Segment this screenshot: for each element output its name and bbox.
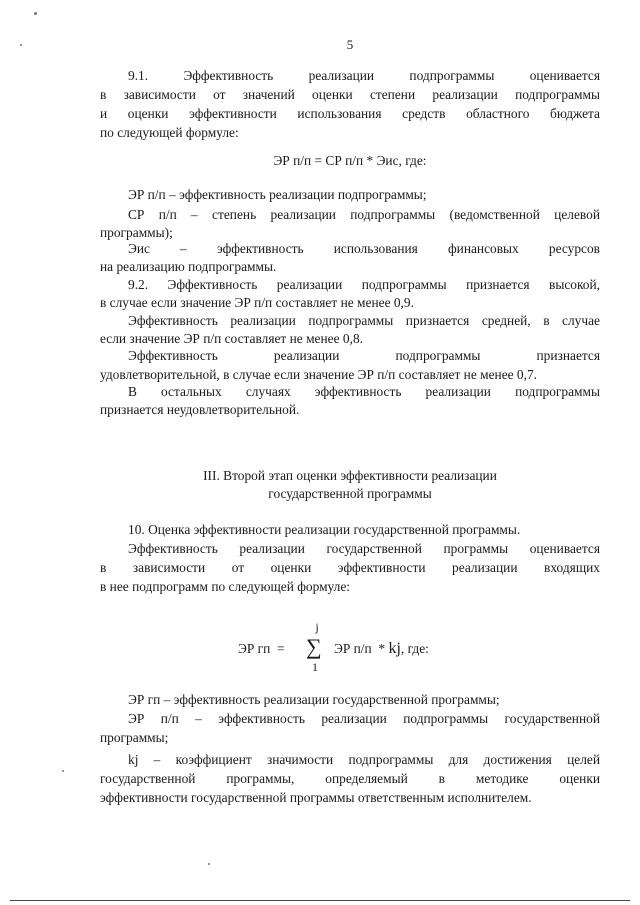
formula-er-pp: ЭР п/п = СР п/п * Эис, где: [273, 153, 427, 168]
scan-speck [34, 12, 37, 15]
paragraph-medium-line-2: если значение ЭР п/п составляет не менее 0,8. [100, 331, 363, 346]
paragraph-10b-line-1: Эффективность реализации государственной программы оценивается [128, 541, 600, 556]
definition-kj-line-1: kj – коэффициент значимости подпрограммы для достижения целей [128, 752, 600, 767]
formula-term: ЭР п/п * [334, 641, 386, 656]
formula-kj: kj [388, 640, 401, 657]
definition-er-pp-gp-line-2: программы; [100, 730, 169, 745]
page-number: 5 [346, 37, 354, 52]
definition-eis-line-1: Эис – эффективность использования финансовых ресурсов [128, 241, 600, 256]
paragraph-medium-line-1: Эффективность реализации подпрограммы признается средней, в случае [128, 313, 600, 328]
definition-er-pp: ЭР п/п – эффективность реализации подпрограммы; [128, 187, 427, 202]
definition-kj-line-3: эффективности государственной программы ответственным исполнителем. [100, 790, 532, 805]
formula-er-gp-right [334, 640, 429, 659]
definition-kj-line-2: государственной программы, определяемый в методике оценки [100, 771, 600, 786]
scan-speck [208, 863, 210, 865]
paragraph-9-2-line-2: в случае если значение ЭР п/п составляет не менее 0,9. [100, 295, 414, 310]
paragraph-10: 10. Оценка эффективности реализации государственной программы. [128, 522, 521, 537]
summation-lower-limit: 1 [312, 660, 318, 674]
paragraph-9-1-line-1: 9.1. Эффективность реализации подпрограммы оценивается [128, 68, 600, 83]
scan-speck [62, 770, 64, 772]
paragraph-10b-line-2: в зависимости от оценки эффективности реализации входящих [100, 560, 600, 575]
paragraph-satisfactory-line-1: Эффективность реализации подпрограммы признается [128, 348, 600, 363]
paragraph-satisfactory-line-2: удовлетворительной, в случае если значение ЭР п/п составляет не менее 0,7. [100, 367, 538, 382]
summation-symbol: ∑ [306, 634, 322, 659]
paragraph-other-line-2: признается неудовлетворительной. [100, 402, 300, 417]
page-bottom-edge [10, 900, 630, 901]
paragraph-9-1-line-2: в зависимости от значений оценки степени реализации подпрограммы [100, 87, 600, 102]
scan-speck [20, 44, 22, 46]
formula-er-gp-left: ЭР гп = [238, 641, 285, 656]
summation-upper-limit: j [315, 620, 319, 634]
section-heading-line-1: III. Второй этап оценки эффективности реализации [203, 468, 497, 483]
definition-eis-line-2: на реализацию подпрограммы. [100, 259, 277, 274]
paragraph-9-2-line-1: 9.2. Эффективность реализации подпрограммы признается высокой, [128, 277, 600, 292]
definition-er-pp-gp-line-1: ЭР п/п – эффективность реализации подпрограммы государственной [128, 711, 600, 726]
formula-tail: , где: [400, 641, 429, 656]
definition-er-gp: ЭР гп – эффективность реализации государственной программы; [128, 692, 500, 707]
formula-er-gp [230, 618, 510, 678]
definition-sr-pp-line-2: программы); [100, 225, 173, 240]
definition-sr-pp-line-1: СР п/п – степень реализации подпрограммы (ведомственной целевой [128, 207, 600, 222]
paragraph-9-1-line-3: и оценки эффективности использования средств областного бюджета [100, 106, 600, 121]
paragraph-other-line-1: В остальных случаях эффективность реализации подпрограммы [128, 384, 600, 399]
section-heading-line-2: государственной программы [268, 486, 432, 501]
paragraph-10b-line-3: в нее подпрограмм по следующей формуле: [100, 579, 351, 594]
paragraph-9-1-line-4: по следующей формуле: [100, 125, 239, 140]
